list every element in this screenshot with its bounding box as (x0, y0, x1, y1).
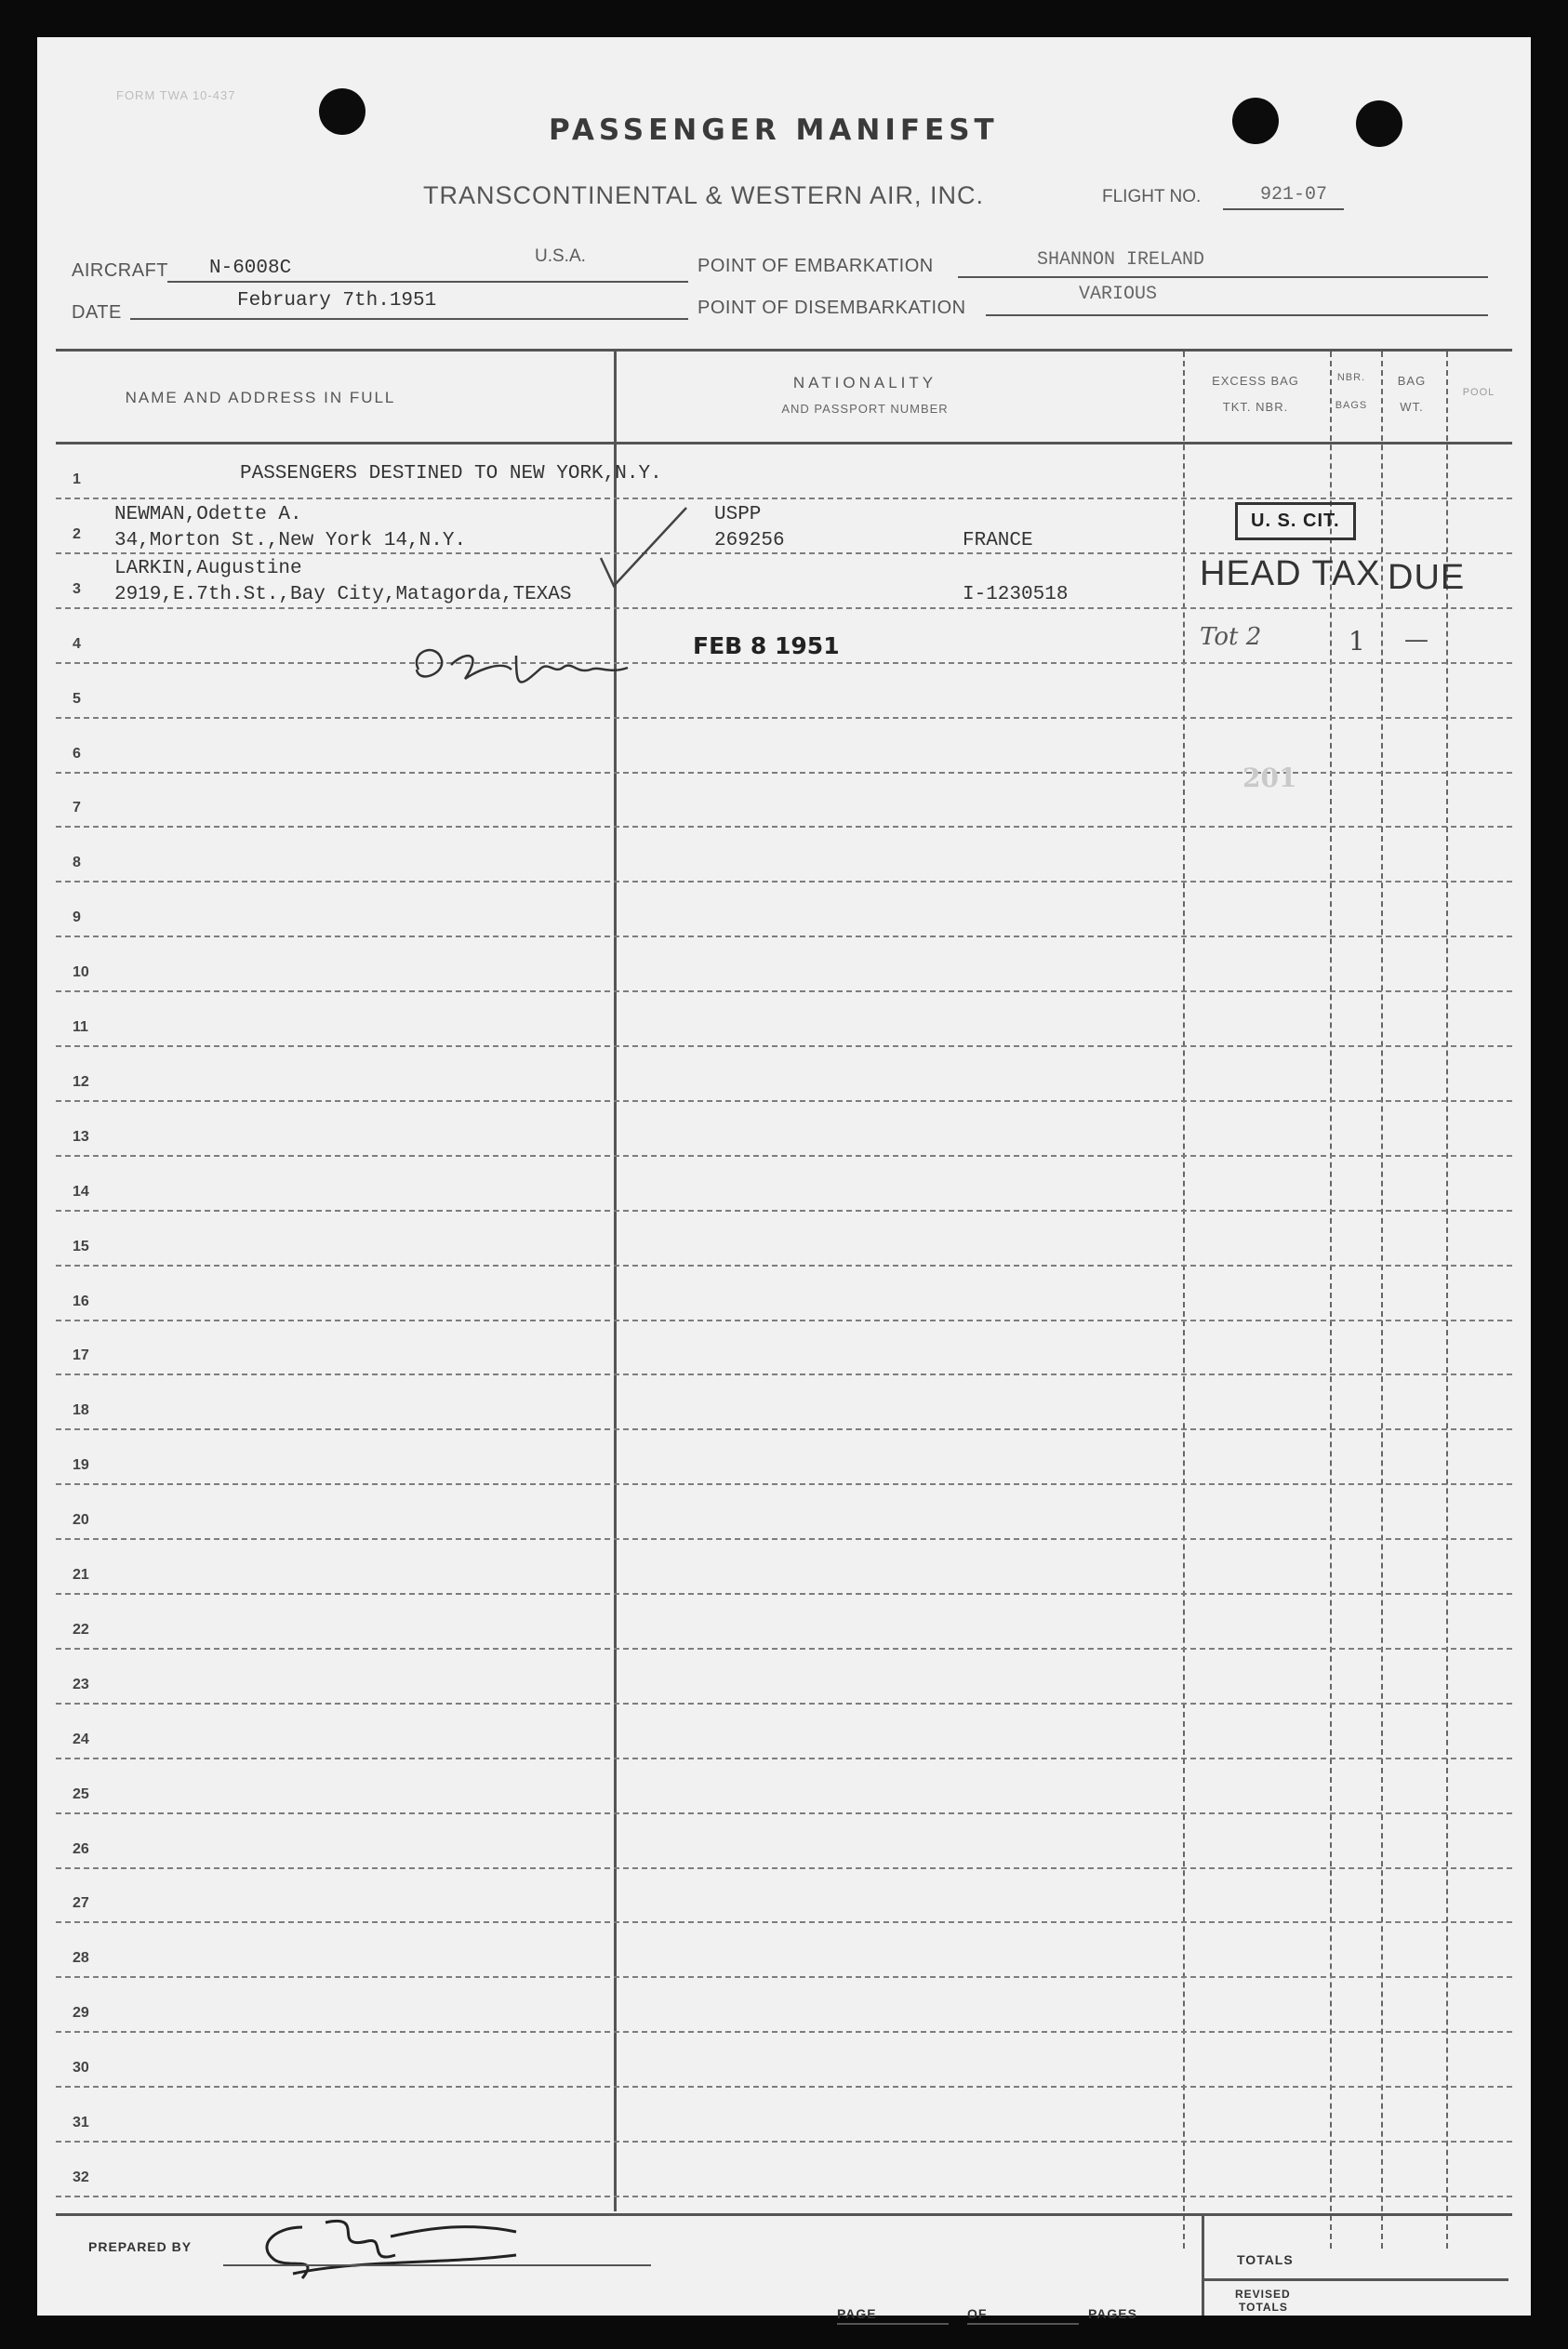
page-underline (837, 2323, 949, 2325)
row-rule (56, 1155, 1512, 1157)
aircraft-label: AIRCRAFT (72, 260, 168, 281)
column-header-excess: EXCESS BAG (1212, 374, 1299, 388)
row-rule (56, 936, 1512, 937)
column-header-wt: WT. (1400, 400, 1424, 414)
row-number: 3 (73, 580, 81, 597)
page-label: PAGE (837, 2306, 877, 2321)
date-label: DATE (72, 302, 122, 323)
prepared-by-label: PREPARED BY (88, 2239, 193, 2254)
column-header-bag: BAG (1397, 374, 1427, 388)
form-number: FORM TWA 10-437 (116, 88, 236, 102)
row-rule (56, 1593, 1512, 1595)
column-header-nbr: NBR. (1336, 372, 1366, 383)
row-number: 32 (73, 2169, 89, 2185)
row-number: 8 (73, 855, 81, 871)
embarkation-value: SHANNON IRELAND (1037, 249, 1205, 271)
passenger-1-passport-type: USPP (714, 504, 762, 525)
registry-label: U.S.A. (535, 246, 586, 266)
row-rule (56, 662, 1512, 664)
row-rule (56, 826, 1512, 828)
row-number: 29 (73, 2005, 89, 2022)
row-number: 23 (73, 1676, 89, 1692)
row-rule (56, 1374, 1512, 1375)
column-divider-excess (1330, 352, 1332, 2249)
row-rule (56, 1100, 1512, 1102)
totals-label: TOTALS (1237, 2252, 1294, 2267)
row-rule (56, 1703, 1512, 1705)
us-citizen-stamp: U. S. CIT. (1235, 502, 1356, 540)
table-top-rule (56, 349, 1512, 352)
row-rule (56, 1812, 1512, 1814)
row-rule (56, 1538, 1512, 1540)
checkmark-icon (593, 502, 696, 595)
faint-number-stamp: 201 (1242, 763, 1297, 793)
punch-hole (1356, 100, 1402, 147)
head-tax-stamp: HEAD TAX (1200, 554, 1381, 593)
row-number: 20 (73, 1512, 89, 1529)
disembarkation-value: VARIOUS (1079, 284, 1158, 305)
row-number: 5 (73, 690, 81, 707)
totals-rule (1202, 2278, 1508, 2281)
row-number: 14 (73, 1183, 89, 1200)
row-rule (56, 1921, 1512, 1923)
row-number: 13 (73, 1128, 89, 1145)
row-number: 12 (73, 1073, 89, 1090)
pages-label: PAGES (1088, 2306, 1137, 2321)
row-number: 30 (73, 2060, 89, 2077)
embarkation-underline (958, 276, 1488, 278)
punch-hole (1232, 98, 1279, 144)
prepared-by-underline (223, 2264, 651, 2266)
passenger-1-country: FRANCE (963, 530, 1033, 551)
company-name: TRANSCONTINENTAL & WESTERN AIR, INC. (423, 181, 985, 209)
column-divider-nbr (1381, 352, 1383, 2249)
disembarkation-underline (986, 314, 1488, 316)
passenger-2-address: 2919,E.7th.St.,Bay City,Matagorda,TEXAS (114, 584, 572, 605)
column-header-nationality: NATIONALITY (792, 374, 937, 392)
passenger-1-passport-no: 269256 (714, 530, 785, 551)
table-head-rule (56, 442, 1512, 445)
manifest-sheet (37, 37, 1531, 2321)
row-number: 25 (73, 1785, 89, 1802)
column-header-name: NAME AND ADDRESS IN FULL (125, 389, 396, 406)
row-number: 4 (73, 635, 81, 652)
row-rule (56, 2031, 1512, 2033)
row-rule (56, 881, 1512, 883)
revised-label: REVISED (1235, 2288, 1291, 2301)
aircraft-value: N-6008C (209, 258, 292, 279)
row-number: 6 (73, 745, 81, 762)
row-rule (56, 2196, 1512, 2197)
column-header-bags: BAGS (1335, 400, 1368, 411)
aircraft-underline (167, 281, 688, 283)
row-rule (56, 607, 1512, 609)
totals-divider (1202, 2213, 1204, 2316)
row-rule (56, 1648, 1512, 1650)
row-number: 9 (73, 909, 81, 926)
row-rule (56, 1210, 1512, 1212)
column-header-passport: AND PASSPORT NUMBER (781, 402, 949, 416)
row-number: 18 (73, 1402, 89, 1419)
row-number: 16 (73, 1293, 89, 1309)
revised-totals-label: TOTALS (1239, 2301, 1288, 2314)
row-rule (56, 498, 1512, 499)
inspector-signature (400, 632, 642, 697)
embarkation-label: POINT OF EMBARKATION (698, 256, 934, 276)
row-rule (56, 2086, 1512, 2088)
of-label: OF (967, 2306, 988, 2321)
row-number: 11 (73, 1019, 88, 1035)
row-number: 22 (73, 1621, 89, 1638)
row-rule (56, 1320, 1512, 1321)
passenger-1-name: NEWMAN,Odette A. (114, 504, 302, 525)
row-rule (56, 1045, 1512, 1047)
row-number: 28 (73, 1950, 89, 1967)
row-rule (56, 1483, 1512, 1485)
disembarkation-label: POINT OF DISEMBARKATION (698, 298, 966, 318)
row-rule (56, 1428, 1512, 1430)
row-rule (56, 717, 1512, 719)
column-divider-name (614, 352, 617, 2211)
row-rule (56, 1265, 1512, 1267)
of-underline (967, 2323, 1079, 2325)
column-header-tkt: TKT. NBR. (1222, 400, 1289, 414)
row-number: 1 (73, 471, 81, 487)
row-number: 7 (73, 800, 81, 816)
column-divider-bagwt (1446, 352, 1448, 2249)
row-number: 17 (73, 1347, 89, 1364)
row-number: 31 (73, 2115, 89, 2130)
passenger-2-name: LARKIN,Augustine (114, 558, 302, 579)
flight-no-value: 921-07 (1260, 184, 1328, 206)
passenger-1-address: 34,Morton St.,New York 14,N.Y. (114, 530, 467, 551)
row-number: 27 (73, 1895, 89, 1912)
date-underline (130, 318, 688, 320)
preparer-signature (237, 2209, 535, 2292)
handwritten-note: Tot 2 (1200, 623, 1262, 651)
row-number: 2 (73, 525, 81, 542)
row-number: 19 (73, 1457, 89, 1474)
row-rule (56, 990, 1512, 992)
date-value: February 7th.1951 (237, 290, 437, 312)
flight-no-underline (1223, 208, 1344, 210)
flight-no-label: FLIGHT NO. (1102, 187, 1202, 206)
handwritten-bags: 1 (1349, 626, 1365, 657)
column-divider-nationality (1183, 352, 1185, 2249)
row-number: 24 (73, 1731, 89, 1747)
row-number: 26 (73, 1840, 89, 1857)
column-header-pool: POOL (1462, 387, 1495, 398)
row-rule (56, 2141, 1512, 2143)
row-number: 10 (73, 964, 89, 981)
handwritten-dash: — (1404, 626, 1428, 654)
row-rule (56, 1976, 1512, 1978)
punch-hole (319, 88, 365, 135)
row-rule (56, 1867, 1512, 1869)
row1-destination: PASSENGERS DESTINED TO NEW YORK,N.Y. (240, 463, 662, 484)
page-title: PASSENGER MANIFEST (549, 113, 999, 147)
due-stamp: DUE (1388, 558, 1466, 597)
passenger-2-passport-no: I-1230518 (963, 584, 1069, 605)
row-number: 15 (73, 1238, 89, 1254)
arrival-date-stamp: FEB 8 1951 (693, 632, 840, 659)
row-number: 21 (73, 1567, 89, 1583)
row-rule (56, 1758, 1512, 1759)
